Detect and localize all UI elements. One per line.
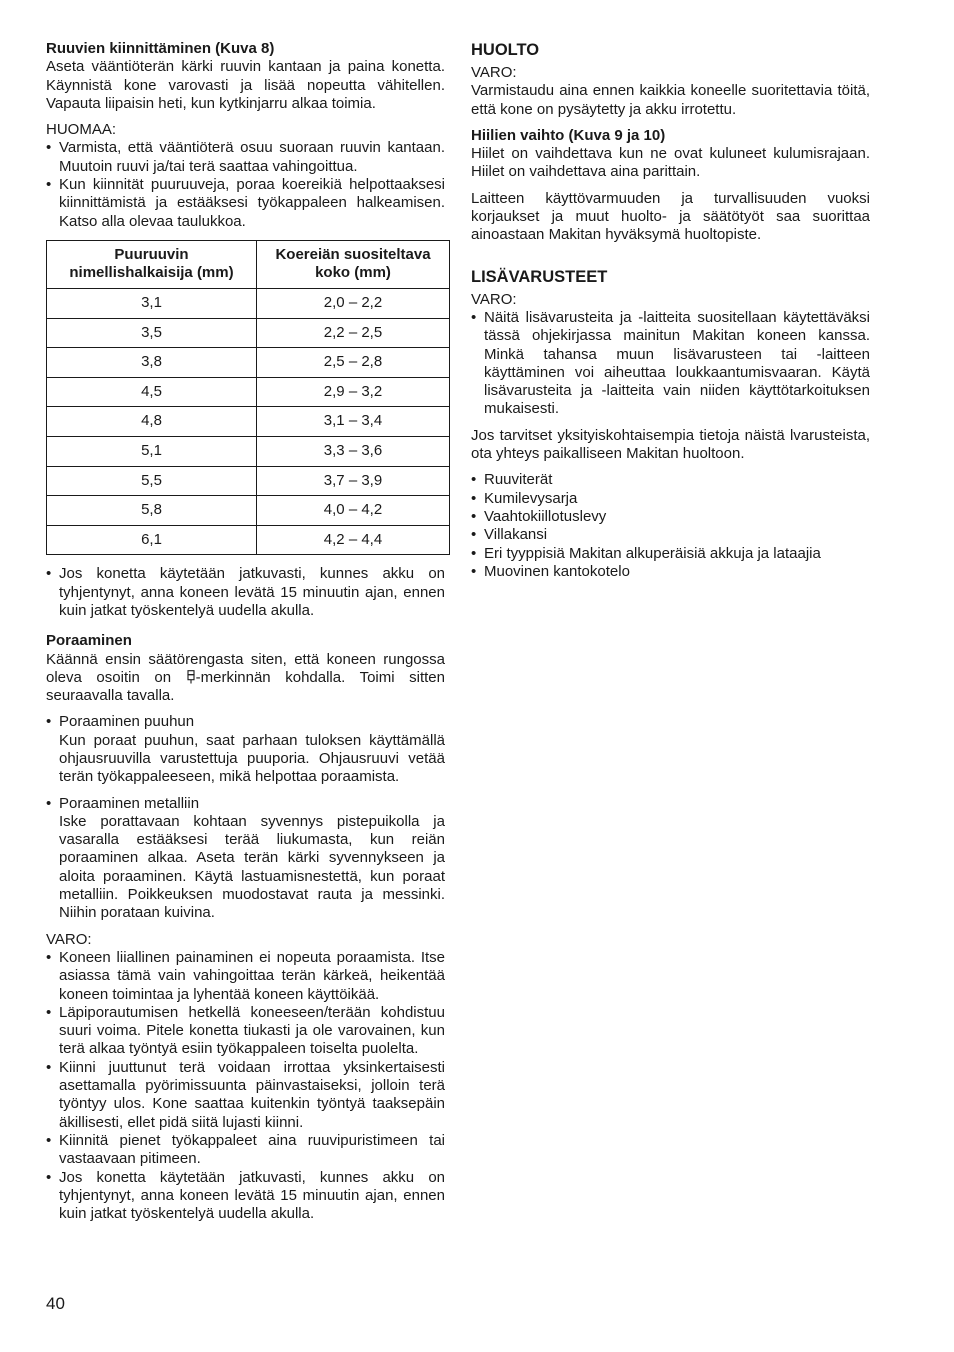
drilling-intro — [46, 651, 445, 706]
table-cell: 3,1 — [47, 288, 257, 318]
list-item — [46, 713, 445, 786]
table-row — [47, 348, 450, 378]
brush-heading: Hiilien vaihto (Kuva 9 ja 10) — [471, 126, 666, 144]
list-item: • Muovinen kantokotelo — [471, 563, 870, 581]
list-item: • Koneen liiallinen painaminen ei nopeuta poraamista. Itse asiassa tämä vain vahingoittaa terän kärkeä, heikentää koneen toimintaa ja lyhentää koneen käyttöikää. — [46, 949, 445, 1004]
list-item: • Varmista, että vääntiöterä osuu suoraan ruuvin kantaan. Muutoin ruuvi ja/tai terä saattaa vahingoittua. — [46, 139, 445, 176]
table-header-cell: Koereiän suositeltava koko (mm) — [257, 240, 450, 288]
table-cell: 3,3 – 3,6 — [257, 436, 450, 466]
table-cell: 3,8 — [47, 348, 257, 378]
drilling-wood-title: • Poraaminen puuhun — [59, 713, 195, 731]
table-row — [47, 496, 450, 526]
list-item: • Jos konetta käytetään jatkuvasti, kunnes akku on tyhjentynyt, anna koneen levätä 15 minuutin ajan, ennen kuin jatkat työskentelyä uudella akulla. — [46, 565, 445, 620]
drilling-modes-list — [46, 713, 445, 786]
page-number: 40 — [46, 1294, 65, 1313]
drilling-metal-title: • Poraaminen metalliin — [59, 794, 200, 812]
list-item: • Läpiporautumisen hetkellä koneeseen/terään kohdistuu suuri voima. Pitele konetta tiukasti ja ole varovainen, kun terä alkaa työntyä esiin työkappaleen toiselta puolelta. — [46, 1004, 445, 1059]
maintenance-caution-text: Varmistaudu aina ennen kaikkia koneelle suoritettavia töitä, että kone on pysäytetty ja akku irrotettu. — [471, 82, 870, 118]
drilling-intro-end: -merkinnän kohdalla. Toimi sitten seuraavalla tavalla. — [46, 668, 445, 705]
screw-note-label: HUOMAA: — [46, 121, 117, 139]
screw-note-list — [46, 139, 445, 230]
screw-heading: Ruuvien kiinnittäminen (Kuva 8) — [46, 40, 275, 57]
table-row — [47, 466, 450, 496]
maintenance-caution-label: VARO: — [471, 64, 517, 81]
brush-text: Hiilet on vaihdettava kun ne ovat kuluneet kulumisrajaan. Hiilet on vaihdettava aina parittain. — [471, 145, 870, 181]
screw-text: Aseta vääntiöterän kärki ruuvin kantaan ja paina konetta. Käynnistä kone varovasti ja lisää nopeutta vähitellen. Vapauta liipaisin heti, kun kytkinjarru alkaa toimia. — [46, 58, 445, 112]
table-cell: 4,2 – 4,4 — [257, 525, 450, 555]
accessories-info-text: Jos tarvitset yksityiskohtaisempia tietoja näistä lvarusteista, ota yhteys paikalliseen Makitan huoltoon. — [471, 426, 870, 463]
accessories-caution-list — [471, 309, 870, 419]
list-item: • Villakansi — [471, 526, 870, 544]
table-cell: 6,1 — [47, 525, 257, 555]
table-cell: 3,1 – 3,4 — [257, 407, 450, 437]
pilot-hole-table — [46, 240, 450, 555]
table-row — [47, 525, 450, 555]
drilling-intro-start: Käännä ensin säätörengasta siten, että koneen rungossa oleva osoitin on — [46, 650, 445, 686]
drilling-caution-label: VARO: — [46, 930, 92, 948]
table-cell: 4,5 — [47, 377, 257, 407]
table-cell: 3,5 — [47, 318, 257, 348]
maintenance-section — [471, 40, 870, 245]
drill-mode-icon — [187, 670, 195, 684]
table-cell: 2,0 – 2,2 — [257, 288, 450, 318]
table-cell: 2,5 – 2,8 — [257, 348, 450, 378]
accessories-heading: LISÄVARUSTEET — [471, 267, 608, 286]
table-row — [47, 377, 450, 407]
list-item: • Eri tyyppisiä Makitan alkuperäisiä akkuja ja lataajia — [471, 545, 870, 563]
list-item: • Kun kiinnität puuruuveja, poraa koereikiä helpottaaksesi kiinnittämistä ja estääksesi työkappaleen halkeamisen. Katso alla olevaa taulukkoa. — [46, 176, 445, 231]
drilling-caution-list — [46, 949, 445, 1223]
table-header-cell: Puuruuvin nimellishalkaisija (mm) — [47, 240, 257, 288]
table-cell: 5,5 — [47, 466, 257, 496]
list-item: • Kiinnitä pienet työkappaleet aina ruuvipuristimeen tai vastaavaan pitimeen. — [46, 1132, 445, 1169]
accessories-caution-label: VARO: — [471, 290, 517, 308]
table-cell: 5,8 — [47, 496, 257, 526]
accessories-list — [471, 471, 870, 581]
table-cell: 4,8 — [47, 407, 257, 437]
left-column — [46, 40, 445, 1223]
accessories-section — [471, 267, 870, 581]
list-item: • Kumilevysarja — [471, 490, 870, 508]
drilling-modes-list-2 — [46, 795, 445, 923]
table-cell: 2,9 – 3,2 — [257, 377, 450, 407]
table-header-row — [47, 240, 450, 288]
after-table-list — [46, 565, 445, 620]
table-cell: 4,0 – 4,2 — [257, 496, 450, 526]
drilling-section — [46, 632, 445, 1223]
table-row — [47, 407, 450, 437]
list-item: • Ruuviterät — [471, 471, 870, 489]
list-item: • Vaahtokiillotuslevy — [471, 508, 870, 526]
table-cell: 2,2 – 2,5 — [257, 318, 450, 348]
table-cell: 3,7 – 3,9 — [257, 466, 450, 496]
table-row — [47, 288, 450, 318]
list-item: • Kiinni juuttunut terä voidaan irrottaa yksinkertaisesti asettamalla pyörimissuunta päinvastaiseksi, jolloin terä työntyy ulos. Kone saattaa kuitenkin työntyä taaksepäin äkillisesti, ellet pidä siitä lujasti kiinni. — [46, 1059, 445, 1132]
list-item — [46, 795, 445, 923]
list-item: • Näitä lisävarusteita ja -laitteita suositellaan käytettäväksi tässä ohjekirjassa mainitun Makitan koneen kanssa. Minkä tahansa muun lisävarusteen tai -laitteen käyttäminen voi aiheuttaa loukkaantumisvaaran. Käytä lisävarusteita ja -laitteita vain niiden käyttötarkoituksen mukaisesti. — [471, 309, 870, 419]
table-cell: 5,1 — [47, 436, 257, 466]
maintenance-heading: HUOLTO — [471, 41, 540, 59]
drilling-metal-text: Iske porattavaan kohtaan syvennys pistepuikolla ja vasaralla estääksesi terää liukumasta, kun reiän poraaminen alkaa. Aseta terän kärki syvennykseen ja aloita poraaminen. Käytä lastuamisnestettä, kun poraat metalliin. Poikkeuksen muodostavat rauta ja messinki. Niihin porataan kuivina. — [59, 812, 445, 922]
safety-text: Laitteen käyttövarmuuden ja turvallisuuden vuoksi korjaukset ja muut huolto- ja säätötyöt saa suorittaa ainoastaan Makitan hyväksymä huoltopiste. — [471, 189, 870, 244]
table-row — [47, 436, 450, 466]
right-column — [471, 40, 870, 581]
list-item: • Jos konetta käytetään jatkuvasti, kunnes akku on tyhjentynyt, anna koneen levätä 15 minuutin ajan, ennen kuin jatkat työskentelyä uudella akulla. — [46, 1169, 445, 1224]
table-row — [47, 318, 450, 348]
screw-driving-section — [46, 40, 445, 231]
drilling-wood-text: Kun poraat puuhun, saat parhaan tuloksen käyttämällä ohjausruuvilla varustettuja puuporia. Ohjausruuvi vetää terän työkappaleeseen, mikä helpottaa poraamista. — [59, 731, 445, 786]
drilling-heading: Poraaminen — [46, 632, 132, 650]
